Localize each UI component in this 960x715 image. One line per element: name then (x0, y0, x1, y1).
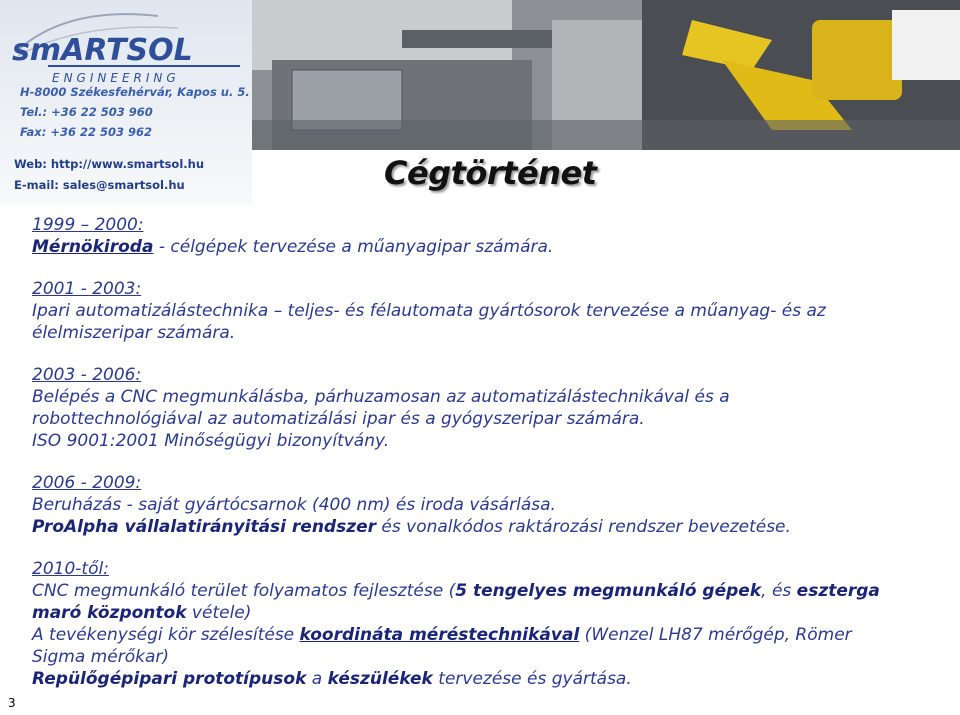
body-text: (Wenzel LH87 mérőgép, Römer (579, 625, 852, 645)
body-text: A tevékenységi kör szélesítése (32, 625, 300, 645)
body-text: a (306, 669, 328, 689)
body-text: tervezése és gyártása. (432, 669, 632, 689)
fax-text: Fax: +36 22 503 962 (20, 125, 152, 139)
section-line (32, 236, 932, 258)
section-line: Belépés a CNC megmunkálásba, párhuzamosan az automatizálástechnikával és a (32, 387, 730, 407)
section-line: robottechnológiával az automatizálási ipar és a gyógyszeripar számára. (32, 409, 645, 429)
highlight-text: maró központok (32, 603, 187, 623)
logo-subtitle: ENGINEERING (52, 71, 180, 85)
logo-panel (0, 0, 252, 205)
section-line: Sigma mérőkar) (32, 647, 169, 667)
section-line: ISO 9001:2001 Minőségügyi bizonyítvány. (32, 431, 390, 451)
history-section-2006 (32, 472, 932, 538)
section-line: Ipari automatizálástechnika – teljes- és félautomata gyártósorok tervezése a műanyag- és az (32, 301, 826, 321)
highlight-text: Mérnökiroda (32, 237, 154, 257)
highlight-text: eszterga (796, 581, 880, 601)
section-heading: 2006 - 2009: (32, 473, 142, 493)
section-line (32, 580, 932, 602)
web-link[interactable]: Web: http://www.smartsol.hu (14, 157, 205, 171)
highlight-text: ProAlpha vállalatirányitási rendszer (32, 517, 377, 537)
highlight-text: Repülőgépipari prototípusok (32, 669, 307, 689)
section-line (32, 624, 932, 646)
section-line (32, 668, 932, 690)
section-line (32, 602, 932, 624)
section-heading: 2001 - 2003: (32, 279, 142, 299)
body-text: és vonalkódos raktározási rendszer bevezetése. (376, 517, 791, 537)
company-logo (8, 8, 248, 88)
factory-robot-photo (252, 0, 960, 150)
history-section-2003 (32, 364, 932, 452)
phone-text: Tel.: +36 22 503 960 (20, 105, 153, 119)
body-text: CNC megmunkáló terület folyamatos fejlesztése ( (32, 581, 456, 601)
section-line: Beruházás - saját gyártócsarnok (400 nm) és iroda vásárlása. (32, 495, 556, 515)
section-line: élelmiszeripar számára. (32, 323, 236, 343)
highlight-text: 5 tengelyes megmunkáló gépek (455, 581, 762, 601)
header (0, 0, 960, 205)
address-text: H-8000 Székesfehérvár, Kapos u. 5. (20, 85, 250, 99)
highlight-text: készülékek (327, 669, 433, 689)
email-link[interactable]: E-mail: sales@smartsol.hu (14, 178, 185, 192)
body-text: , és (761, 581, 797, 601)
history-content (32, 214, 932, 710)
highlight-text: koordináta méréstechnikával (299, 625, 580, 645)
history-section-2001 (32, 278, 932, 344)
section-heading: 2010-től: (32, 559, 109, 579)
section-line (32, 516, 932, 538)
body-text: vétele) (186, 603, 252, 623)
history-section-2010 (32, 558, 932, 690)
logo-text: smARTSOL (12, 33, 193, 68)
page-number: 3 (8, 696, 16, 710)
body-text: - célgépek tervezése a műanyagipar számára. (153, 237, 554, 257)
section-heading: 1999 – 2000: (32, 215, 144, 235)
section-heading: 2003 - 2006: (32, 365, 142, 385)
history-section-1999 (32, 214, 932, 258)
page-title: Cégtörténet (384, 154, 597, 192)
